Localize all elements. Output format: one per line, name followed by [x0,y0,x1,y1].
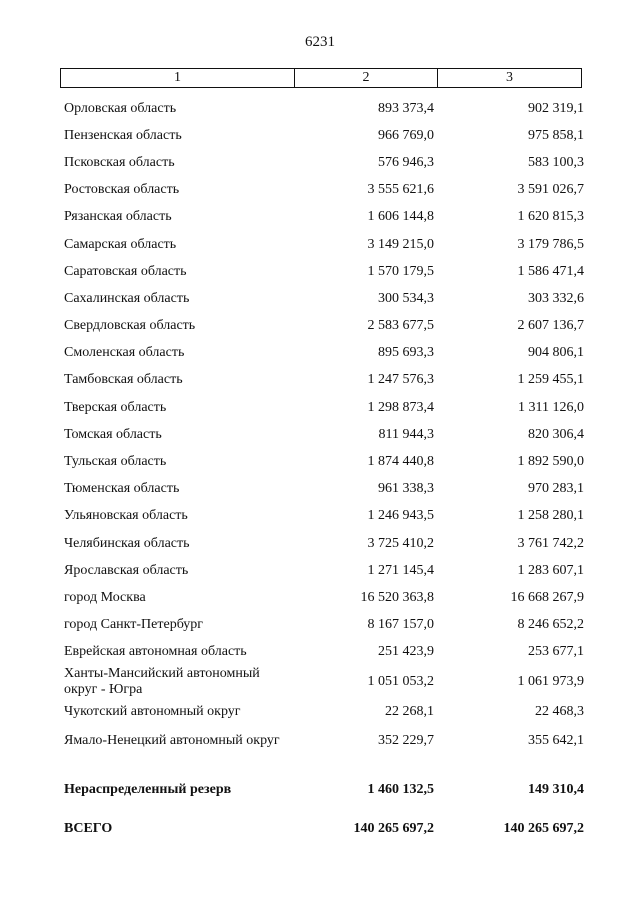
region-name: Ульяновская область [64,508,188,524]
region-name: Еврейская автономная область [64,644,247,660]
region-name: Смоленская область [64,345,185,361]
col2-value: 1 271 145,4 [367,562,434,578]
reserve-label: Нераспределенный резерв [64,782,232,797]
region-name: Ханты-Мансийский автономный округ - Югра [64,665,260,697]
col2-value: 1 247 576,3 [367,372,434,388]
col3-value: 1 259 455,1 [517,372,584,388]
col2-value: 1 874 440,8 [367,454,434,470]
col2-value: 251 423,9 [378,644,434,660]
reserve-col3-value: 149 310,4 [528,782,584,797]
col3-value: 2 607 136,7 [517,318,584,334]
total-col3-value: 140 265 697,2 [503,821,584,836]
table-row [0,639,640,666]
col2-value: 22 268,1 [385,703,434,719]
col3-value: 1 620 815,3 [517,209,584,225]
table-row [0,725,640,757]
region-name: Тамбовская область [64,372,183,388]
col3-value: 3 591 026,7 [517,182,584,198]
col3-value: 8 246 652,2 [517,617,584,633]
region-name: Сахалинская область [64,290,190,306]
col3-value: 975 858,1 [528,127,584,143]
reserve-col2-value: 1 460 132,5 [367,782,434,797]
table-row [0,204,640,231]
table-row [0,503,640,530]
reserve-row [0,779,640,801]
col2-value: 3 149 215,0 [367,236,434,252]
table-row [0,95,640,122]
region-name: город Санкт-Петербург [64,617,204,633]
total-label: ВСЕГО [64,821,113,836]
region-name: Пензенская область [64,127,182,143]
col2-value: 1 298 873,4 [367,399,434,415]
col3-value: 1 061 973,9 [517,673,584,689]
col2-value: 8 167 157,0 [367,617,434,633]
table-row [0,340,640,367]
col3-value: 904 806,1 [528,345,584,361]
region-name: Томская область [64,426,162,442]
col3-value: 16 668 267,9 [510,589,584,605]
table-row [0,666,640,698]
total-row [0,818,640,840]
col2-value: 3 555 621,6 [367,182,434,198]
col3-value: 3 761 742,2 [517,535,584,551]
region-name: Псковская область [64,154,175,170]
col3-value: 970 283,1 [528,481,584,497]
region-name: Свердловская область [64,318,196,334]
table-row [0,448,640,475]
col3-value: 3 179 786,5 [517,236,584,252]
col2-value: 811 944,3 [378,426,434,442]
region-name: Ямало-Ненецкий автономный округ [64,733,280,749]
col2-value: 1 570 179,5 [367,263,434,279]
col3-value: 820 306,4 [528,426,584,442]
table-row [0,149,640,176]
table-row [0,258,640,285]
table-row [0,231,640,258]
col3-value: 583 100,3 [528,154,584,170]
col3-value: 355 642,1 [528,733,584,749]
col3-value: 1 311 126,0 [518,399,584,415]
col2-value: 1 606 144,8 [367,209,434,225]
col2-value: 576 946,3 [378,154,434,170]
col3-value: 1 283 607,1 [517,562,584,578]
table-row [0,394,640,421]
table-row [0,177,640,204]
col3-value: 1 892 590,0 [517,454,584,470]
table-row [0,584,640,611]
col2-value: 966 769,0 [378,127,434,143]
col2-value: 893 373,4 [378,100,434,116]
col3-value: 22 468,3 [535,703,584,719]
col2-value: 352 229,7 [378,733,434,749]
col2-value: 2 583 677,5 [367,318,434,334]
header-col-3: 3 [506,70,513,85]
region-name: Орловская область [64,100,177,116]
col2-value: 1 246 943,5 [367,508,434,524]
region-name: Саратовская область [64,263,187,279]
header-col-2: 2 [295,69,438,87]
region-name: Ростовская область [64,182,180,198]
table-row [0,122,640,149]
col2-value: 1 051 053,2 [367,673,434,689]
col3-value: 1 586 471,4 [517,263,584,279]
table-row [0,557,640,584]
col2-value: 16 520 363,8 [360,589,434,605]
col3-value: 303 332,6 [528,290,584,306]
col2-value: 300 534,3 [378,290,434,306]
region-name: Тверская область [64,399,167,415]
region-name: Чукотский автономный округ [64,703,241,719]
col2-value: 3 725 410,2 [367,535,434,551]
region-name: Самарская область [64,236,177,252]
region-name: город Москва [64,589,146,605]
table-row [0,421,640,448]
table-row [0,313,640,340]
col3-value: 1 258 280,1 [517,508,584,524]
region-name: Тюменская область [64,481,180,497]
table-body [0,95,640,757]
table-row [0,285,640,312]
table-header [60,68,582,88]
table-row [0,367,640,394]
col2-value: 961 338,3 [378,481,434,497]
total-col2-value: 140 265 697,2 [353,821,434,836]
col3-value: 902 319,1 [528,100,584,116]
page-number: 6231 [305,34,335,50]
region-name: Ярославская область [64,562,189,578]
region-name: Челябинская область [64,535,190,551]
table-row [0,698,640,725]
table-row [0,530,640,557]
header-col-1: 1 [61,69,295,87]
region-name: Рязанская область [64,209,172,225]
table-row [0,612,640,639]
col2-value: 895 693,3 [378,345,434,361]
col3-value: 253 677,1 [528,644,584,660]
region-name: Тульская область [64,454,167,470]
table-row [0,476,640,503]
